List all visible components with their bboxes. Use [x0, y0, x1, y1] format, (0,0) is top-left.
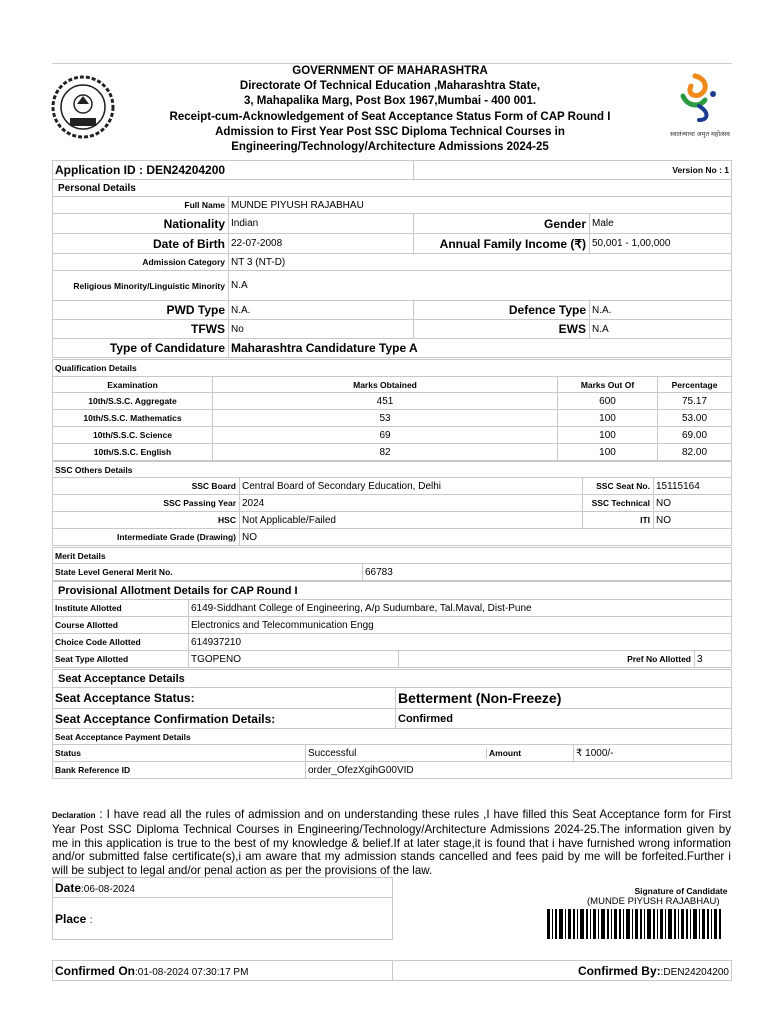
seat-type-label: Seat Type Allotted [53, 651, 189, 668]
percentage: 53.00 [658, 410, 732, 427]
choice-code-value: 614937210 [189, 634, 732, 651]
declaration [52, 808, 731, 878]
table-row [53, 444, 732, 461]
col-marks-obtained: Marks Obtained [213, 377, 558, 393]
minority-label: Religious Minority/Linguistic Minority [53, 271, 229, 301]
personal-details-table [52, 160, 732, 358]
document-header [120, 64, 660, 155]
confirmation-value: Confirmed [396, 709, 732, 729]
signature-table [52, 877, 732, 940]
gender-value: Male [590, 214, 732, 234]
tfws-value: No [229, 320, 414, 339]
header-address: 3, Mahapalika Marg, Post Box 1967,Mumbai - 400 001. [243, 95, 537, 108]
hsc-value: Not Applicable/Failed [240, 512, 583, 529]
confirmed-by [393, 961, 732, 981]
ssc-seat-label: SSC Seat No. [583, 478, 654, 495]
course-value: Electronics and Telecommunication Engg [189, 617, 732, 634]
footer-table [52, 960, 732, 981]
exam-name: 10th/S.S.C. English [53, 444, 213, 461]
declaration-text: : I have read all the rules of admission and on understanding these rules ,I have filled this Seat Acceptance form for First Year Post SSC Diploma Technical Courses in Engineering/Technology/Architecture Admissions 2024-25.The information given by me in this application is true to the best of my knowledge & belief.If at later stage,it is found that i have furnished wrong information and/or submitted false certificate(s),i am aware that my admission stands cancelled and fees paid by me will be forfeited.Further i will be subject to legal and/or penal action as per the provisions of the law. [52, 808, 731, 878]
personal-details-title: Personal Details [53, 180, 732, 197]
ssc-others-table [52, 461, 732, 546]
drawing-grade-value: NO [240, 529, 732, 546]
amount-label: Amount [489, 747, 522, 758]
pref-no-value: 3 [695, 651, 732, 668]
merit-title: Merit Details [53, 548, 732, 564]
amount-value: ₹ 1000/- [574, 745, 732, 762]
ssc-others-title: SSC Others Details [53, 462, 732, 478]
header-gov: GOVERNMENT OF MAHARASHTRA [292, 65, 488, 77]
confirmed-on-label: Confirmed On [55, 963, 135, 978]
ssc-board-label: SSC Board [53, 478, 240, 495]
ssc-board-value: Central Board of Secondary Education, Delhi [240, 478, 583, 495]
exam-name: 10th/S.S.C. Aggregate [53, 393, 213, 410]
drawing-grade-label: Intermediate Grade (Drawing) [53, 529, 240, 546]
signature-cell [393, 878, 732, 940]
signature-name: (MUNDE PIYUSH RAJABHAU) [587, 895, 720, 907]
date-cell [53, 878, 393, 898]
dob-label: Date of Birth [53, 234, 229, 254]
marks-obtained: 53 [213, 410, 558, 427]
header-year: Engineering/Technology/Architecture Admissions 2024-25 [231, 141, 549, 154]
course-label: Course Allotted [53, 617, 189, 634]
tfws-label: TFWS [53, 320, 229, 339]
allotment-table [52, 581, 732, 668]
marks-obtained: 69 [213, 427, 558, 444]
exam-name: 10th/S.S.C. Mathematics [53, 410, 213, 427]
income-label: Annual Family Income (₹) [414, 234, 590, 254]
ssc-year-value: 2024 [240, 495, 583, 512]
marks-obtained: 451 [213, 393, 558, 410]
institute-label: Institute Allotted [53, 600, 189, 617]
table-row [53, 393, 732, 410]
col-marks-out-of: Marks Out Of [558, 377, 658, 393]
institute-value: 6149-Siddhant College of Engineering, A/p Sudumbare, Tal.Maval, Dist-Pune [189, 600, 732, 617]
ssc-technical-label: SSC Technical [583, 495, 654, 512]
marks-out-of: 100 [558, 410, 658, 427]
pwd-value: N.A. [229, 301, 414, 320]
ews-value: N.A [590, 320, 732, 339]
col-percentage: Percentage [658, 377, 732, 393]
full-name-value: MUNDE PIYUSH RAJABHAU [229, 197, 732, 214]
ssc-seat-value: 15115164 [654, 478, 732, 495]
seat-type-value: TGOPENO [189, 651, 399, 668]
nationality-label: Nationality [53, 214, 229, 234]
payment-details-title: Seat Acceptance Payment Details [53, 729, 732, 745]
nationality-value: Indian [229, 214, 414, 234]
income-value: 50,001 - 1,00,000 [590, 234, 732, 254]
declaration-label: Declaration [52, 811, 96, 820]
payment-status-text: Successful [306, 748, 487, 759]
candidature-label: Type of Candidature [53, 339, 229, 358]
acceptance-title: Seat Acceptance Details [53, 670, 732, 688]
bank-ref-label: Bank Reference ID [53, 762, 306, 779]
iti-value: NO [654, 512, 732, 529]
amrit-logo-text: स्वातंत्र्याचा अमृत महोत्सव [670, 131, 730, 138]
signature-label: Signature of Candidate [634, 885, 728, 896]
ssc-year-label: SSC Passing Year [53, 495, 240, 512]
category-label: Admission Category [53, 254, 229, 271]
header-form-title: Receipt-cum-Acknowledgement of Seat Acceptance Status Form of CAP Round I [169, 110, 611, 123]
qualification-table [52, 359, 732, 461]
gender-label: Gender [414, 214, 590, 234]
date-value: :06-08-2024 [81, 883, 135, 895]
defence-label: Defence Type [414, 301, 590, 320]
acceptance-status-value: Betterment (Non-Freeze) [396, 688, 732, 709]
confirmed-by-value: :DEN24204200 [660, 966, 729, 978]
col-examination: Examination [53, 377, 213, 393]
place-label: Place [55, 911, 87, 926]
ews-label: EWS [414, 320, 590, 339]
marks-obtained: 82 [213, 444, 558, 461]
minority-value: N.A [229, 271, 732, 301]
application-id: Application ID : DEN24204200 [53, 161, 414, 180]
confirmed-on [53, 961, 393, 981]
marks-out-of: 100 [558, 427, 658, 444]
place-value: : [89, 914, 93, 926]
confirmed-by-label: Confirmed By: [577, 963, 661, 978]
version-no: Version No : 1 [414, 161, 732, 180]
acceptance-status-label: Seat Acceptance Status: [53, 688, 396, 709]
candidature-value: Maharashtra Candidature Type A [229, 339, 732, 358]
choice-code-label: Choice Code Allotted [53, 634, 189, 651]
pref-no-label: Pref No Allotted [399, 651, 695, 668]
payment-status-label: Status [53, 745, 306, 762]
allotment-title: Provisional Allotment Details for CAP Round I [53, 582, 732, 600]
amrit-mahotsav-icon [665, 72, 735, 122]
full-name-label: Full Name [53, 197, 229, 214]
category-value: NT 3 (NT-D) [229, 254, 732, 271]
merit-no-value: 66783 [363, 564, 732, 581]
barcode [545, 909, 725, 939]
merit-no-label: State Level General Merit No. [53, 564, 363, 581]
confirmed-on-value: :01-08-2024 07:30:17 PM [135, 966, 249, 978]
confirmation-label: Seat Acceptance Confirmation Details: [53, 709, 396, 729]
header-directorate: Directorate Of Technical Education ,Maharashtra State, [239, 80, 541, 93]
bank-ref-value: order_OfezXgihG00VID [306, 762, 732, 779]
acceptance-table [52, 669, 732, 779]
maharashtra-dte-emblem [50, 74, 116, 140]
table-row [53, 410, 732, 427]
merit-table [52, 547, 732, 581]
exam-name: 10th/S.S.C. Science [53, 427, 213, 444]
percentage: 82.00 [658, 444, 732, 461]
ssc-technical-value: NO [654, 495, 732, 512]
marks-out-of: 100 [558, 444, 658, 461]
qualification-title: Qualification Details [53, 360, 732, 377]
defence-value: N.A. [590, 301, 732, 320]
table-row [53, 427, 732, 444]
date-label: Date [55, 880, 82, 895]
place-cell [53, 898, 393, 940]
payment-status-value [306, 745, 574, 762]
header-admission: Admission to First Year Post SSC Diploma Technical Courses in [215, 125, 565, 138]
iti-label: ITI [583, 512, 654, 529]
azadi-amrit-logo [665, 72, 735, 136]
dob-value: 22-07-2008 [229, 234, 414, 254]
percentage: 69.00 [658, 427, 732, 444]
pwd-label: PWD Type [53, 301, 229, 320]
marks-out-of: 600 [558, 393, 658, 410]
percentage: 75.17 [658, 393, 732, 410]
hsc-label: HSC [53, 512, 240, 529]
